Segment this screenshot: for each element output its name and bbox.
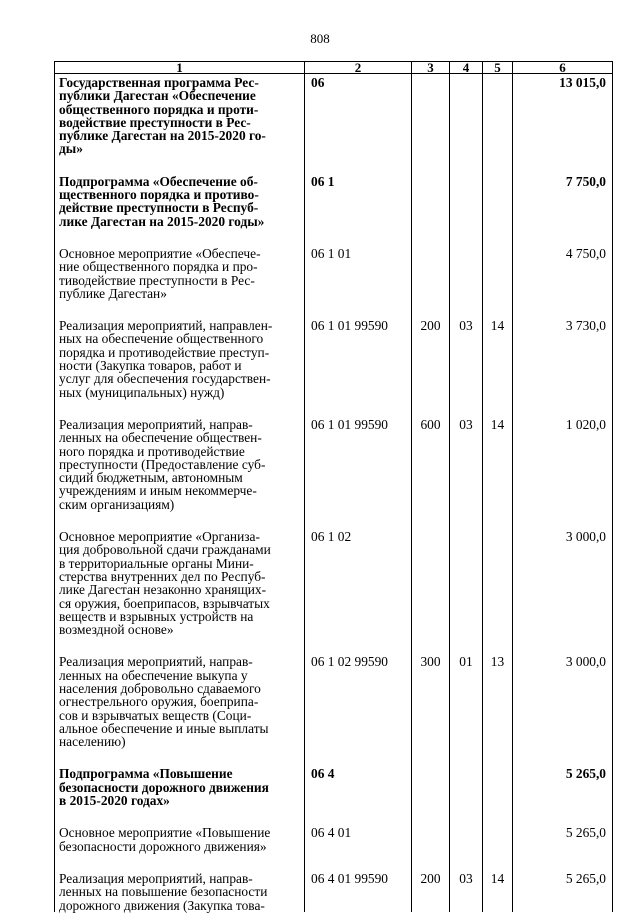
row-name: Реализация мероприятий, направ- ленных на повышение безопасности дорожного движения (Закупка това- — [55, 870, 305, 912]
row-col4 — [450, 765, 483, 807]
row-amount: 4 750,0 — [513, 245, 613, 300]
row-col5: 13 — [483, 653, 513, 748]
row-amount: 13 015,0 — [513, 74, 613, 156]
row-spacer — [55, 399, 613, 416]
spacer-cell — [483, 399, 513, 416]
spacer-cell — [412, 300, 450, 317]
row-col3 — [412, 74, 450, 156]
spacer-cell — [513, 156, 613, 173]
row-amount: 3 000,0 — [513, 653, 613, 748]
row-name: Основное мероприятие «Обеспече- ние общественного порядка и про- тиводействие преступности в Рес- публике Дагестан» — [55, 245, 305, 300]
row-col4 — [450, 245, 483, 300]
table-header — [55, 62, 613, 74]
row-name: Реализация мероприятий, направ- ленных на обеспечение выкупа у населения добровольно сдаваемого огнестрельного оружия, боеприпа- сов и взрывчатых веществ (Соци- альное обеспечение и иные выплаты населению) — [55, 653, 305, 748]
spacer-cell — [305, 228, 412, 245]
row-name: Подпрограмма «Повышение безопасности дорожного движения в 2015-2020 годах» — [55, 765, 305, 807]
row-spacer — [55, 807, 613, 824]
row-col5: 14 — [483, 317, 513, 399]
row-spacer — [55, 228, 613, 245]
spacer-cell — [513, 636, 613, 653]
column-header-2: 2 — [305, 62, 412, 74]
row-col3 — [412, 245, 450, 300]
row-col5 — [483, 765, 513, 807]
row-amount: 1 020,0 — [513, 416, 613, 511]
spacer-cell — [412, 511, 450, 528]
spacer-cell — [450, 156, 483, 173]
row-code: 06 1 01 — [305, 245, 412, 300]
row-code: 06 1 02 — [305, 528, 412, 636]
row-name: Государственная программа Рес- публики Дагестан «Обеспечение общественного порядка и проти- водействие преступности в Рес- публике Дагестан на 2015-2020 го- ды» — [55, 74, 305, 156]
row-col5 — [483, 528, 513, 636]
table-row — [55, 74, 613, 156]
row-amount: 7 750,0 — [513, 173, 613, 228]
spacer-cell — [55, 156, 305, 173]
table-row — [55, 528, 613, 636]
spacer-cell — [412, 156, 450, 173]
table-row — [55, 245, 613, 300]
row-col4: 01 — [450, 653, 483, 748]
spacer-cell — [412, 228, 450, 245]
spacer-cell — [483, 300, 513, 317]
spacer-cell — [305, 511, 412, 528]
row-col4: 03 — [450, 416, 483, 511]
row-col3: 300 — [412, 653, 450, 748]
row-amount: 5 265,0 — [513, 870, 613, 912]
row-col5 — [483, 245, 513, 300]
row-col3: 200 — [412, 870, 450, 912]
row-amount: 3 730,0 — [513, 317, 613, 399]
spacer-cell — [305, 636, 412, 653]
table-row — [55, 653, 613, 748]
row-col3 — [412, 173, 450, 228]
row-col4: 03 — [450, 317, 483, 399]
spacer-cell — [513, 300, 613, 317]
spacer-cell — [55, 636, 305, 653]
spacer-cell — [412, 636, 450, 653]
spacer-cell — [450, 399, 483, 416]
row-amount: 3 000,0 — [513, 528, 613, 636]
spacer-cell — [55, 399, 305, 416]
row-spacer — [55, 853, 613, 870]
budget-table — [54, 61, 613, 912]
row-name: Реализация мероприятий, направлен- ных на обеспечение общественного порядка и противодействие преступ- ности (Закупка товаров, работ и услуг для обеспечения государствен- ных (муниципальных) нужд) — [55, 317, 305, 399]
spacer-cell — [305, 748, 412, 765]
row-col5: 14 — [483, 416, 513, 511]
spacer-cell — [513, 399, 613, 416]
spacer-cell — [55, 228, 305, 245]
row-col4: 03 — [450, 870, 483, 912]
spacer-cell — [483, 853, 513, 870]
spacer-cell — [305, 156, 412, 173]
row-col3 — [412, 765, 450, 807]
table-body — [55, 74, 613, 912]
spacer-cell — [55, 807, 305, 824]
spacer-cell — [513, 748, 613, 765]
row-spacer — [55, 300, 613, 317]
column-header-1: 1 — [55, 62, 305, 74]
spacer-cell — [513, 511, 613, 528]
row-col5 — [483, 824, 513, 853]
spacer-cell — [450, 228, 483, 245]
row-col3: 200 — [412, 317, 450, 399]
spacer-cell — [483, 807, 513, 824]
spacer-cell — [412, 853, 450, 870]
row-code: 06 1 01 99590 — [305, 317, 412, 399]
spacer-cell — [305, 300, 412, 317]
spacer-cell — [450, 300, 483, 317]
row-code: 06 4 01 — [305, 824, 412, 853]
row-col4 — [450, 173, 483, 228]
row-spacer — [55, 748, 613, 765]
row-col3 — [412, 528, 450, 636]
table-row — [55, 824, 613, 853]
table-row — [55, 765, 613, 807]
spacer-cell — [483, 636, 513, 653]
spacer-cell — [305, 399, 412, 416]
spacer-cell — [412, 807, 450, 824]
row-code: 06 4 01 99590 — [305, 870, 412, 912]
spacer-cell — [483, 748, 513, 765]
page-number: 808 — [310, 31, 330, 46]
spacer-cell — [412, 399, 450, 416]
row-col5 — [483, 173, 513, 228]
row-spacer — [55, 156, 613, 173]
spacer-cell — [305, 807, 412, 824]
row-spacer — [55, 511, 613, 528]
spacer-cell — [305, 853, 412, 870]
row-code: 06 4 — [305, 765, 412, 807]
table-row — [55, 317, 613, 399]
row-col5 — [483, 74, 513, 156]
row-code: 06 1 — [305, 173, 412, 228]
table-row — [55, 173, 613, 228]
spacer-cell — [412, 748, 450, 765]
row-name: Подпрограмма «Обеспечение об- щественного порядка и противо- действие преступности в Респуб- лике Дагестан на 2015-2020 годы» — [55, 173, 305, 228]
row-code: 06 1 01 99590 — [305, 416, 412, 511]
row-col4 — [450, 74, 483, 156]
spacer-cell — [483, 156, 513, 173]
column-header-5: 5 — [483, 62, 513, 74]
spacer-cell — [450, 511, 483, 528]
row-amount: 5 265,0 — [513, 765, 613, 807]
row-code: 06 — [305, 74, 412, 156]
row-code: 06 1 02 99590 — [305, 653, 412, 748]
spacer-cell — [483, 511, 513, 528]
spacer-cell — [450, 807, 483, 824]
row-col3 — [412, 824, 450, 853]
spacer-cell — [55, 853, 305, 870]
spacer-cell — [513, 807, 613, 824]
spacer-cell — [55, 748, 305, 765]
row-name: Реализация мероприятий, направ- ленных на обеспечение обществен- ного порядка и противодействие преступности (Предоставление суб- сидий бюджетным, автономным учреждениям и иным некоммерче- ским организациям) — [55, 416, 305, 511]
table-row — [55, 416, 613, 511]
column-header-3: 3 — [412, 62, 450, 74]
spacer-cell — [55, 511, 305, 528]
table-row — [55, 870, 613, 912]
row-name: Основное мероприятие «Повышение безопасности дорожного движения» — [55, 824, 305, 853]
row-name: Основное мероприятие «Организа- ция добровольной сдачи гражданами в территориальные органы Мини- стерства внутренних дел по Респуб- лике Дагестан незаконно хранящих- ся оружия, боеприпасов, взрывчатых веществ и взрывных устройств на возмездной основе» — [55, 528, 305, 636]
spacer-cell — [513, 228, 613, 245]
spacer-cell — [450, 853, 483, 870]
row-spacer — [55, 636, 613, 653]
row-col5: 14 — [483, 870, 513, 912]
spacer-cell — [513, 853, 613, 870]
spacer-cell — [450, 748, 483, 765]
row-col4 — [450, 824, 483, 853]
row-col3: 600 — [412, 416, 450, 511]
row-amount: 5 265,0 — [513, 824, 613, 853]
column-header-4: 4 — [450, 62, 483, 74]
column-header-6: 6 — [513, 62, 613, 74]
spacer-cell — [483, 228, 513, 245]
spacer-cell — [450, 636, 483, 653]
row-col4 — [450, 528, 483, 636]
spacer-cell — [55, 300, 305, 317]
